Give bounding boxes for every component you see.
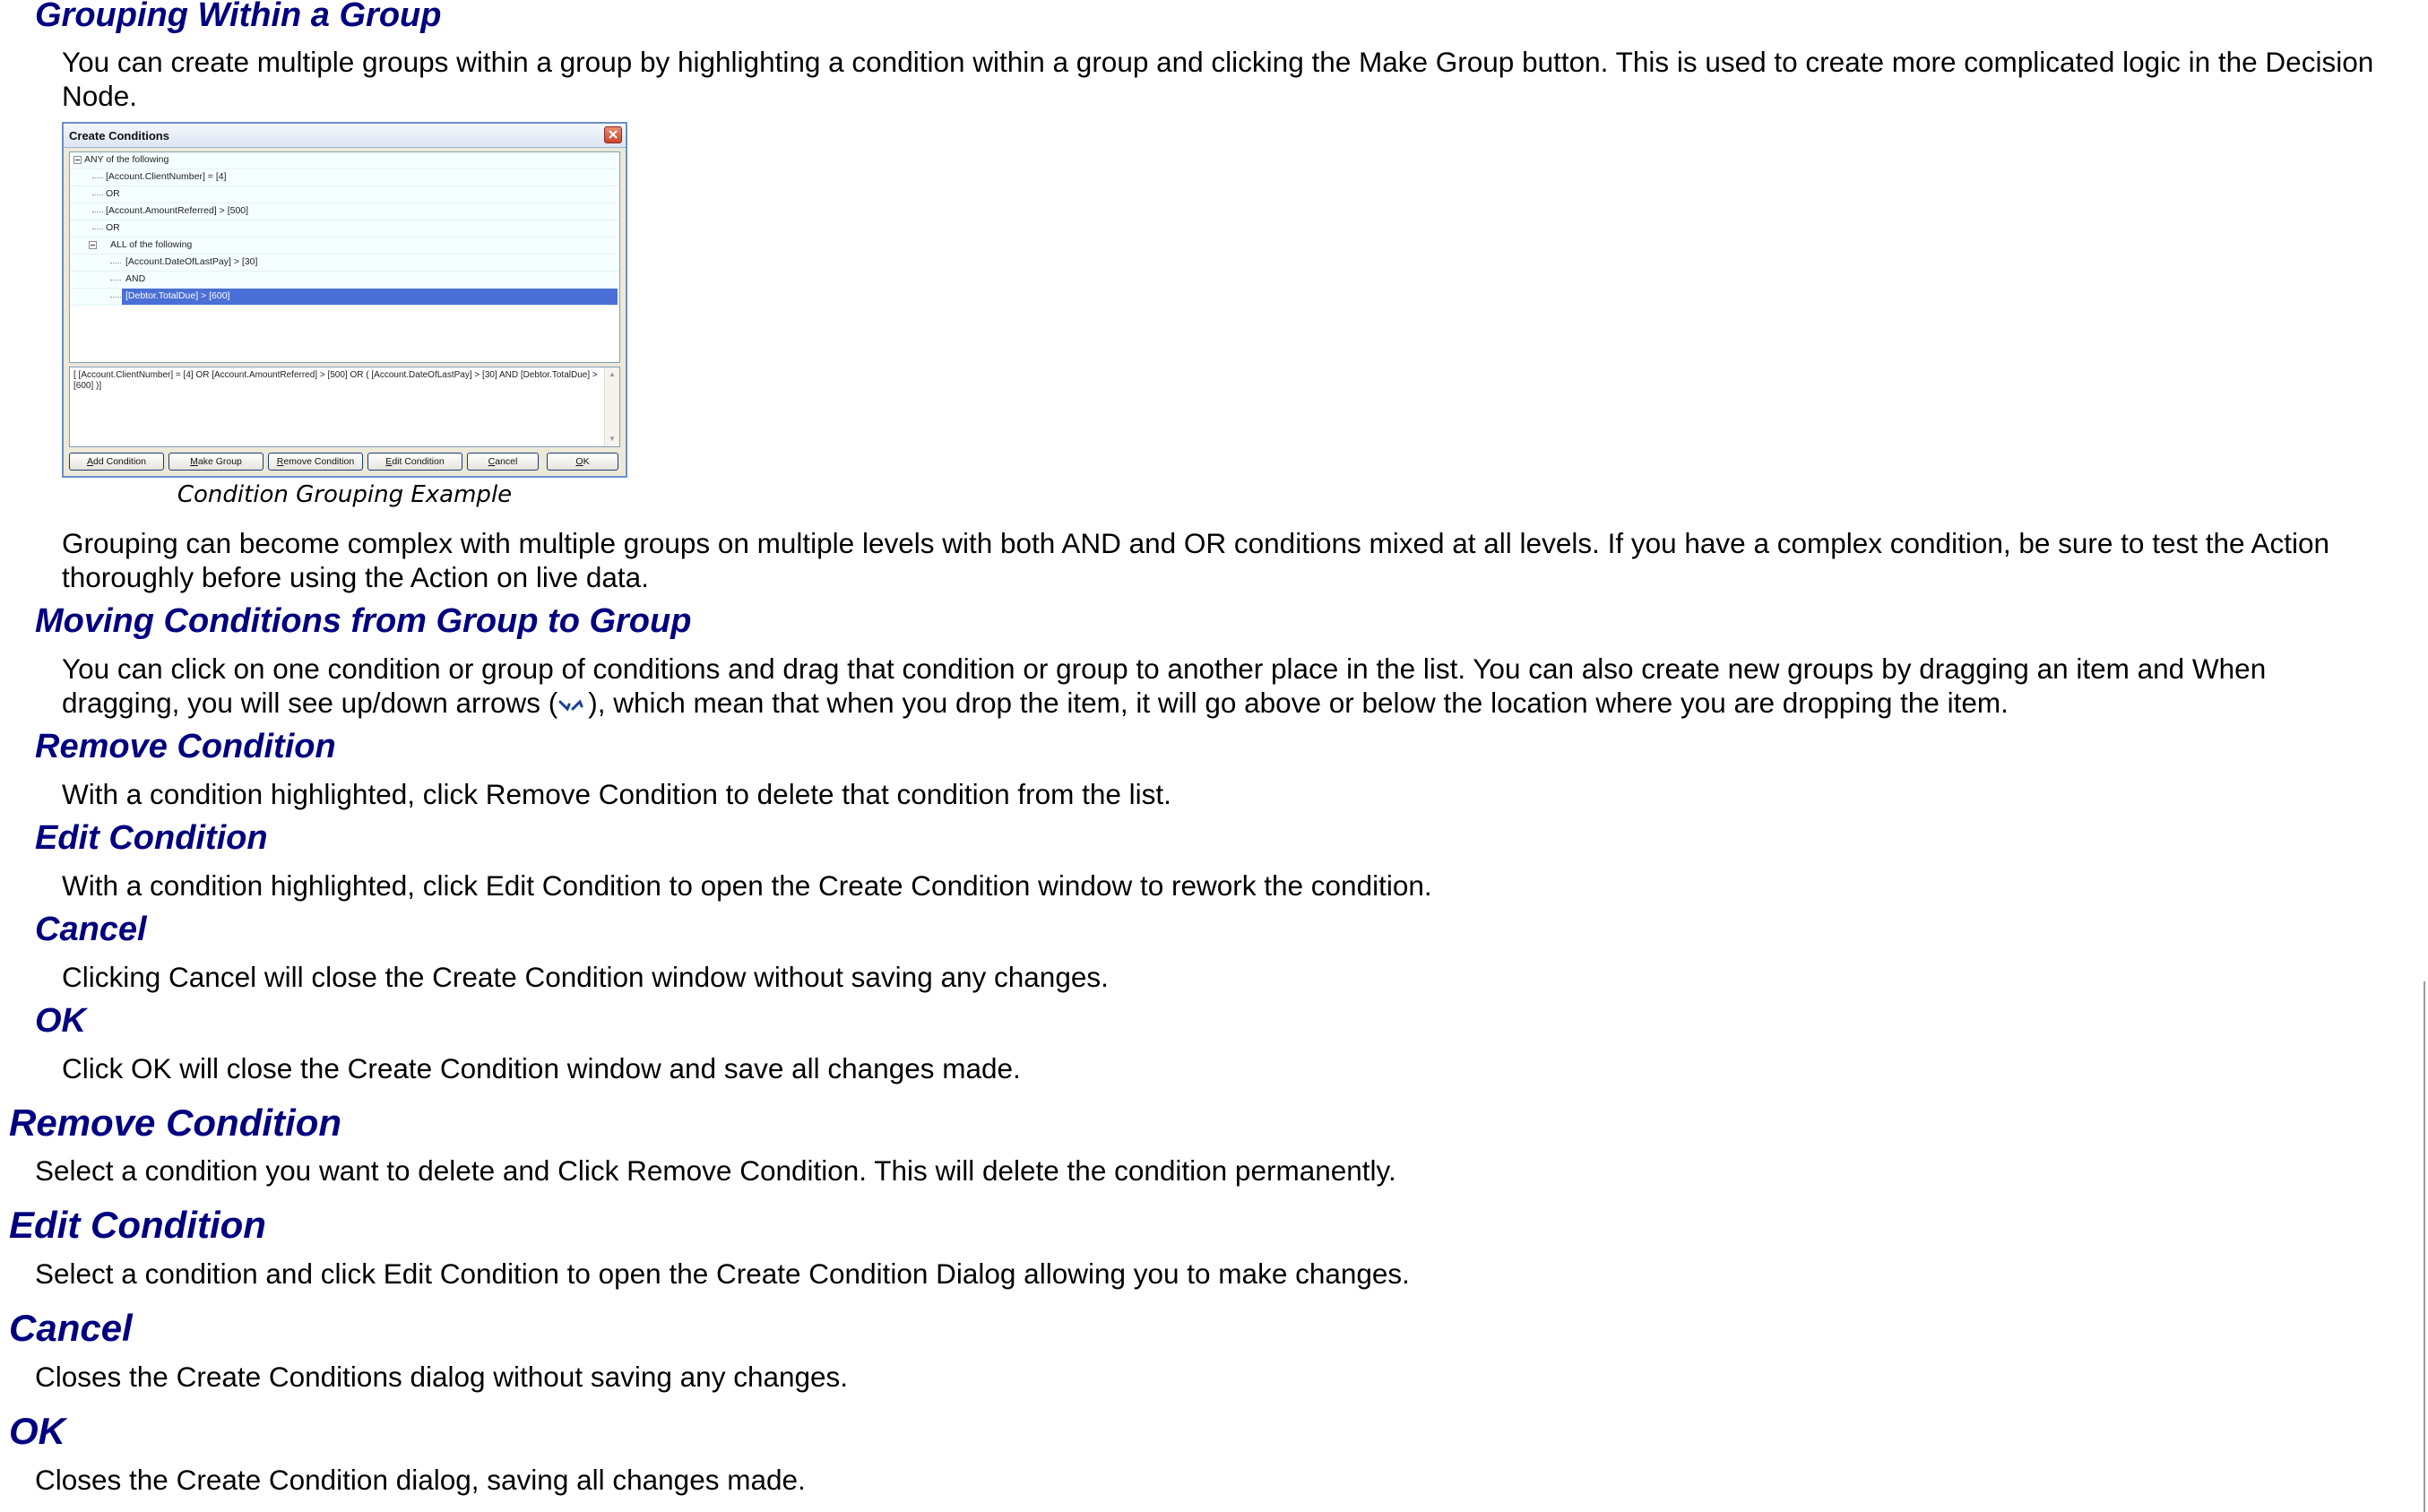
grouping-within-group-paragraph: You can create multiple groups within a group by highlighting a condition within a group and clicking the Make Group button. This is used to create more complicated logic in the Decision Node. [62,46,2374,112]
summary-scrollbar[interactable] [604,367,619,446]
dialog-title-bar [64,124,626,148]
dialog-button-row [69,453,620,472]
moving-text-before-icon: dragging, you will see up/down arrows ( [62,687,558,719]
tree-row-label: OR [106,222,120,233]
tree-row[interactable] [70,272,619,289]
edit-condition-button[interactable]: Edit Condition [367,453,462,471]
tree-row[interactable] [70,220,619,238]
ok-button[interactable]: OK [547,453,618,471]
make-group-button[interactable]: Make Group [168,453,264,471]
scroll-up-icon[interactable]: ▲ [609,370,616,378]
cancel-heading: Cancel [9,1307,133,1349]
tree-row-label: [Account.ClientNumber] = [4] [106,171,227,182]
moving-text-after-icon: ), which mean that when you drop the item, it will go above or below the location where you are dropping the item. [588,687,2009,719]
sub-ok-heading: OK [35,1002,86,1040]
tree-row-label: [Account.DateOfLastPay] > [30] [125,256,258,267]
tree-row-label: OR [106,188,120,199]
cancel-paragraph: Closes the Create Conditions dialog without saving any changes. [35,1361,849,1393]
remove-condition-button[interactable]: Remove Condition [268,453,363,471]
sub-cancel-heading: Cancel [35,911,147,948]
tree-row[interactable] [70,169,619,186]
cancel-button[interactable]: Cancel [467,453,539,471]
tree-row-label: ALL of the following [110,239,193,250]
tree-row-label: [Account.AmountReferred] > [500] [106,205,249,216]
ok-paragraph: Closes the Create Condition dialog, saving all changes made. [35,1464,806,1496]
close-icon [604,126,622,143]
up-down-arrows-icon [557,688,588,710]
tree-row[interactable] [70,152,619,169]
add-condition-button[interactable]: Add Condition [69,453,164,471]
collapse-icon[interactable] [73,156,82,164]
sub-edit-condition-paragraph: With a condition highlighted, click Edit Condition to open the Create Condition window to rework the condition. [62,869,1432,902]
collapse-icon[interactable] [89,241,97,249]
sub-remove-condition-paragraph: With a condition highlighted, click Remove Condition to delete that condition from the list. [62,778,1171,810]
ok-heading: OK [9,1410,65,1452]
sub-edit-condition-heading: Edit Condition [35,819,268,857]
figure-caption: Condition Grouping Example [177,481,513,508]
tree-row[interactable] [70,203,619,220]
tree-row[interactable] [70,186,619,203]
condition-tree [69,151,620,363]
tree-row[interactable] [70,255,619,272]
moving-conditions-paragraph-line2 [62,686,2009,720]
grouping-complex-paragraph: Grouping can become complex with multiple groups on multiple levels with both AND and OR conditions mixed at all levels. If you have a complex condition, be sure to test the Action thoroughly before using the Action on live data. [62,527,2330,593]
remove-condition-heading: Remove Condition [9,1102,342,1144]
tree-row-label: AND [125,273,146,284]
tree-row[interactable] [70,238,619,255]
tree-row-label: ANY of the following [84,154,169,165]
create-conditions-dialog-screenshot [62,122,627,478]
tree-row-selected[interactable] [70,289,619,306]
edit-condition-heading: Edit Condition [9,1204,266,1246]
tree-row-label: [Debtor.TotalDue] > [600] [125,290,230,301]
dialog-title: Create Conditions [69,129,169,143]
moving-conditions-heading: Moving Conditions from Group to Group [35,602,692,640]
condition-summary-text: [ [Account.ClientNumber] = [4] OR [Account.AmountReferred] > [500] OR ( [Account.DateOfLastPay] > [30] AND [Debtor.TotalDue] > [600] )] [73,370,598,391]
sub-cancel-paragraph: Clicking Cancel will close the Create Condition window without saving any changes. [62,961,1109,993]
edit-condition-paragraph: Select a condition and click Edit Condition to open the Create Condition Dialog allowing you to make changes. [35,1257,1410,1290]
condition-summary-box[interactable] [69,367,620,447]
moving-conditions-paragraph-line1: You can click on one condition or group of conditions and drag that condition or group to another place in the list. You can also create new groups by dragging an item and When [62,652,2267,685]
sub-ok-paragraph: Click OK will close the Create Condition window and save all changes made. [62,1052,1021,1084]
scroll-down-icon[interactable]: ▼ [609,435,616,443]
page-edge-divider [2424,981,2425,1512]
sub-remove-condition-heading: Remove Condition [35,728,336,765]
grouping-within-group-heading: Grouping Within a Group [35,0,442,34]
remove-condition-paragraph: Select a condition you want to delete and Click Remove Condition. This will delete the condition permanently. [35,1154,1396,1187]
